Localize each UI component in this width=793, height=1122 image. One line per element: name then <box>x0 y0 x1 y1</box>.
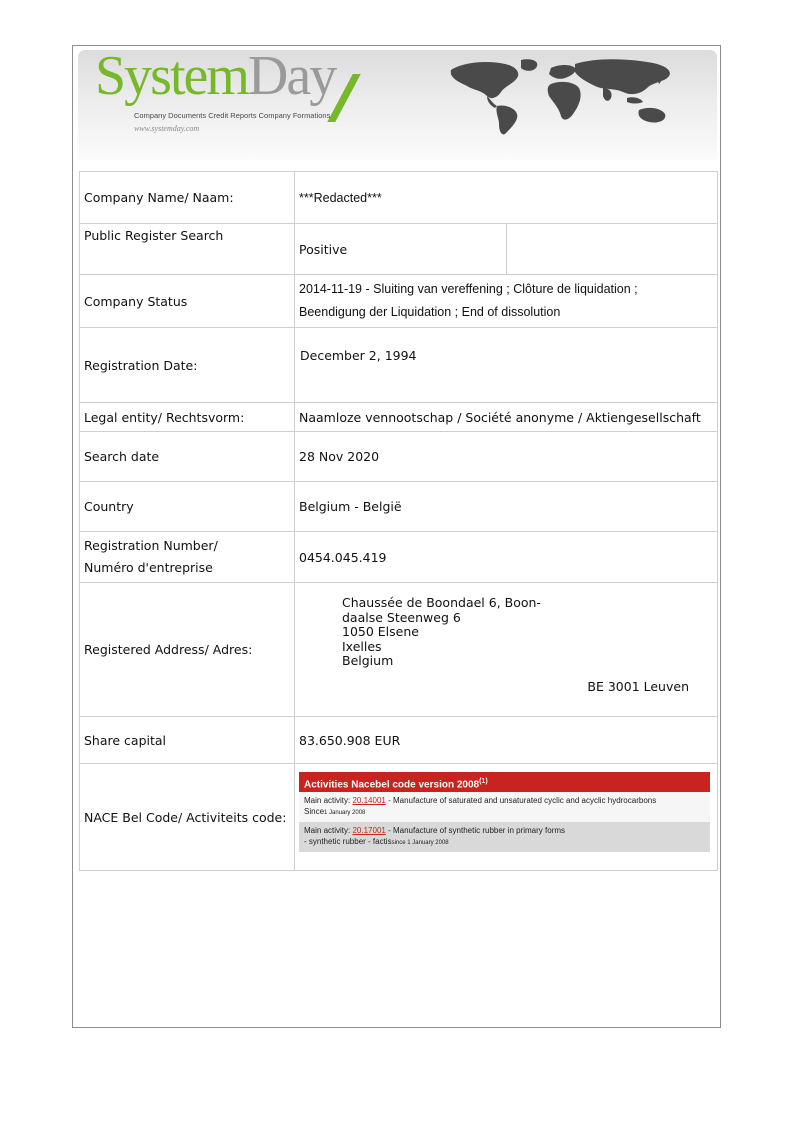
logo-tagline: Company Documents Credit Reports Company Formations <box>134 111 331 120</box>
header-banner <box>78 50 717 160</box>
label-registration-number-line2: Numéro d'entreprise <box>84 560 213 575</box>
world-map-icon <box>443 56 683 136</box>
activity-prefix: Main activity: <box>304 796 353 805</box>
activity-description-2: - synthetic rubber - factis <box>304 837 392 846</box>
address-line-3: 1050 Elsene <box>342 624 419 639</box>
label-registration-number <box>80 532 295 583</box>
address-block <box>342 596 541 669</box>
label-company-name: Company Name/ Naam: <box>80 172 295 224</box>
activity-since-word: since <box>391 840 406 846</box>
activity-since-date: 1 January 2008 <box>324 810 366 816</box>
activity-code-link[interactable]: 20.17001 <box>352 826 386 835</box>
row-share-capital <box>80 717 718 764</box>
label-country: Country <box>80 482 295 532</box>
label-registration-number-line1: Registration Number/ <box>84 538 218 553</box>
systemday-logo <box>95 50 336 107</box>
empty-cell <box>506 224 718 275</box>
activity-description: - Manufacture of saturated and unsaturated cyclic and acyclic hydrocarbons <box>385 796 657 805</box>
status-line-1: 2014-11-19 - Sluiting van vereffening ; Clôture de liquidation ; <box>299 282 638 296</box>
row-search-date <box>80 432 718 482</box>
value-company-status <box>295 275 718 328</box>
value-registration-date: December 2, 1994 <box>295 328 718 403</box>
row-company-name <box>80 172 718 224</box>
value-public-register: Positive <box>295 224 507 275</box>
website-url: www.systemday.com <box>134 124 200 133</box>
activity-description: - Manufacture of synthetic rubber in primary forms <box>385 826 566 835</box>
status-line-2: Beendigung der Liquidation ; End of dissolution <box>299 305 561 319</box>
company-info-table <box>79 171 718 871</box>
row-company-status <box>80 275 718 328</box>
label-nace: NACE Bel Code/ Activiteits code: <box>80 764 295 871</box>
value-search-date: 28 Nov 2020 <box>295 432 718 482</box>
value-country: Belgium - België <box>295 482 718 532</box>
value-company-name: ***Redacted*** <box>295 172 718 224</box>
address-line-5: Belgium <box>342 653 394 668</box>
label-registration-date: Registration Date: <box>80 328 295 403</box>
nace-table-title: Activities Nacebel code version 2008 <box>304 779 480 791</box>
value-registration-number: 0454.045.419 <box>295 532 718 583</box>
value-legal-entity: Naamloze vennootschap / Société anonyme / Aktiengesellschaft <box>295 403 718 432</box>
value-registered-address <box>295 583 718 717</box>
nace-activities-table <box>299 772 710 852</box>
address-line-2: daalse Steenweg 6 <box>342 609 461 625</box>
activity-prefix: Main activity: <box>304 826 353 835</box>
address-line-4: Ixelles <box>342 638 382 654</box>
row-public-register <box>80 224 718 275</box>
activity-since-word: Since <box>304 807 325 816</box>
value-nace <box>295 764 718 871</box>
label-share-capital: Share capital <box>80 717 295 764</box>
row-registration-number <box>80 532 718 583</box>
row-country <box>80 482 718 532</box>
label-search-date: Search date <box>80 432 295 482</box>
document-frame <box>72 45 721 1028</box>
logo-day-text: Day <box>247 50 336 107</box>
nace-activity-row <box>299 822 710 852</box>
address-line-1: Chaussée de Boondael 6, Boon- <box>342 595 541 610</box>
nace-table-note: (1) <box>479 778 488 785</box>
label-public-register: Public Register Search <box>80 224 295 275</box>
activity-code-link[interactable]: 20.14001 <box>352 796 386 805</box>
row-legal-entity <box>80 403 718 432</box>
label-legal-entity: Legal entity/ Rechtsvorm: <box>80 403 295 432</box>
activity-since-date: 1 January 2008 <box>405 840 449 846</box>
label-company-status: Company Status <box>80 275 295 328</box>
logo-system-text: System <box>95 50 248 107</box>
nace-activity-row <box>299 792 710 822</box>
value-share-capital: 83.650.908 EUR <box>295 717 718 764</box>
nace-table-header <box>299 772 710 792</box>
label-registered-address: Registered Address/ Adres: <box>80 583 295 717</box>
row-nace <box>80 764 718 871</box>
row-registration-date <box>80 328 718 403</box>
row-registered-address <box>80 583 718 717</box>
address-office: BE 3001 Leuven <box>587 679 689 694</box>
